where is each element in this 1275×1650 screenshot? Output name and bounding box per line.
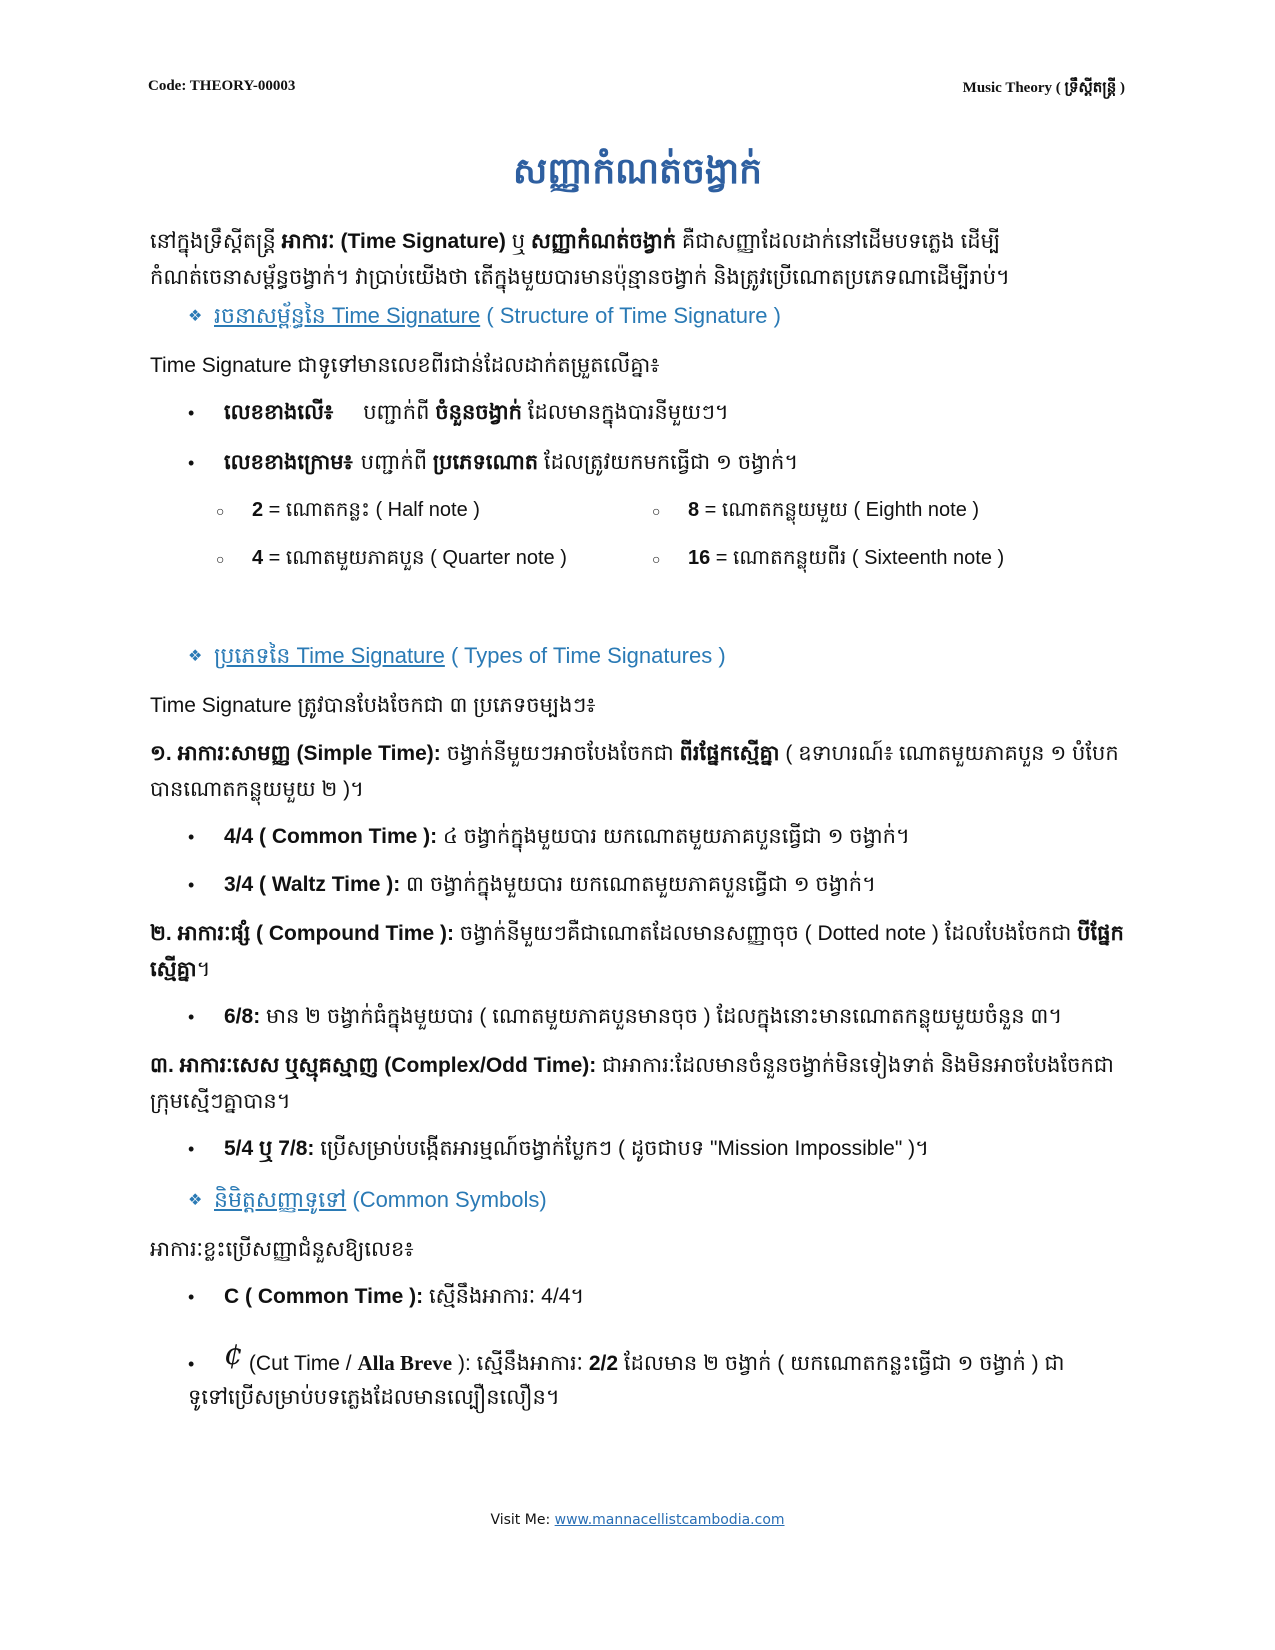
item-text: ស្មើនឹងអាការៈ — [470, 1352, 589, 1375]
bullet-icon: • — [188, 403, 195, 423]
item-label: 3/4 ( Waltz Time ): — [224, 873, 401, 896]
item-label-bold: Alla Breve — [357, 1351, 453, 1375]
note-number: 4 — [252, 547, 264, 569]
item-bold: ចំនួនចង្វាក់ — [435, 401, 522, 424]
type-bold: បីផ្នែកស្មើគ្នា — [150, 922, 1124, 981]
intro-paragraph — [150, 224, 1125, 296]
item-text: ស្មើនឹងអាការៈ 4/4។ — [423, 1285, 585, 1308]
diamond-bullet-icon: ❖ — [188, 308, 203, 325]
item-label: C ( Common Time ): — [224, 1285, 424, 1308]
note-name: = ណោតកន្លះ ( Half note ) — [263, 499, 480, 521]
type-label: ៣. អាការៈសេស ឬស្មុគស្មាញ (Complex/Odd Time): — [150, 1054, 597, 1077]
list-item — [188, 1000, 1062, 1034]
note-name: = ណោតកន្លុយពីរ ( Sixteenth note ) — [710, 547, 1005, 569]
list-item — [188, 820, 910, 854]
section-heading-structure — [188, 300, 781, 333]
item-text: បញ្ជាក់ពី — [363, 401, 436, 424]
circle-bullet-icon: ○ — [652, 551, 661, 567]
bullet-icon: • — [188, 453, 195, 473]
item-bold: 2/2 — [588, 1352, 619, 1375]
bullet-icon: • — [188, 1007, 195, 1027]
type-text: ជាអាការៈដែលមានចំនួនចង្វាក់មិនទៀងទាត់ និងមិនអាចបែងចែកជាក្រុមស្មើៗគ្នាបាន។ — [150, 1054, 1114, 1113]
item-label: (Cut Time / — [243, 1352, 358, 1375]
circle-bullet-icon: ○ — [216, 551, 225, 567]
simple-time-paragraph — [150, 736, 1125, 808]
note-number: 16 — [688, 547, 711, 569]
heading-khmer: ប្រភេទនៃ Time Signature — [214, 643, 445, 668]
note-value-item — [216, 494, 480, 527]
note-name: = ណោតមួយភាគបួន ( Quarter note ) — [263, 547, 567, 569]
note-value-item — [652, 542, 1004, 575]
section-heading-symbols — [188, 1184, 547, 1217]
compound-time-paragraph — [150, 916, 1125, 988]
section-heading-types — [188, 640, 726, 673]
bullet-icon: • — [188, 875, 195, 895]
section3-lead: អាការៈខ្លះប្រើសញ្ញាជំនួសឱ្យលេខ៖ — [150, 1238, 414, 1261]
circle-bullet-icon: ○ — [652, 503, 661, 519]
bullet-icon: • — [188, 1354, 195, 1374]
list-item — [188, 396, 729, 430]
item-bold: ប្រភេទណោត — [432, 451, 539, 474]
cut-time-symbol-icon: ¢ — [224, 1337, 244, 1372]
intro-bold-term: សញ្ញាកំណត់ចង្វាក់ — [530, 230, 677, 253]
list-item — [188, 868, 876, 902]
complex-time-paragraph — [150, 1048, 1125, 1120]
intro-text: ឬ — [505, 230, 531, 253]
item-text: ៤ ចង្វាក់ក្នុងមួយបារ យកណោតមួយភាគបួនធ្វើជា ១ ចង្វាក់។ — [437, 825, 910, 848]
item-text: ប្រើសម្រាប់បង្កើតអារម្មណ៍ចង្វាក់ប្លែកៗ ( ដូចជាបទ "Mission Impossible" )។ — [314, 1137, 929, 1160]
page-title: សញ្ញាកំណត់ចង្វាក់ — [513, 150, 762, 191]
item-text: បញ្ជាក់ពី — [360, 451, 433, 474]
type-text: ចង្វាក់នីមួយៗអាចបែងចែកជា — [440, 742, 680, 765]
circle-bullet-icon: ○ — [216, 503, 225, 519]
type-label: ២. អាការៈផ្សំ ( Compound Time ): — [150, 922, 454, 945]
item-text: ៣ ចង្វាក់ក្នុងមួយបារ យកណោតមួយភាគបួនធ្វើជា ១ ចង្វាក់។ — [400, 873, 876, 896]
note-number: 8 — [688, 499, 700, 521]
item-label: 6/8: — [224, 1005, 261, 1028]
bullet-icon: • — [188, 1287, 195, 1307]
document-subject: Music Theory ( ទ្រឹស្តីតន្ត្រី ) — [962, 80, 1125, 96]
item-label: ): — [452, 1352, 471, 1375]
heading-khmer: និមិត្តសញ្ញាទូទៅ — [214, 1187, 347, 1212]
type-text: ចង្វាក់នីមួយៗគឺជាណោតដែលមានសញ្ញាចុច ( Dotted note ) ដែលបែងចែកជា — [453, 922, 1078, 945]
footer — [0, 1512, 1275, 1528]
item-label: 5/4 ឬ 7/8: — [224, 1137, 315, 1160]
website-link[interactable]: www.mannacellistcambodia.com — [554, 1512, 785, 1528]
note-value-item — [652, 494, 979, 527]
type-text: ( ឧទាហរណ៍៖ ណោតមួយភាគបួន ១ បំបែកបានណោតកន្លុយមួយ ២ )។ — [150, 742, 1119, 801]
item-text: ដែលមានក្នុងបារនីមួយៗ។ — [521, 401, 729, 424]
list-item — [188, 1280, 584, 1314]
type-text: ។ — [196, 958, 211, 981]
diamond-bullet-icon: ❖ — [188, 1192, 203, 1209]
heading-english: ( Structure of Time Signature ) — [480, 303, 781, 328]
note-value-item — [216, 542, 567, 575]
heading-english: (Common Symbols) — [346, 1187, 547, 1212]
item-label: 4/4 ( Common Time ): — [224, 825, 438, 848]
section1-lead: Time Signature ជាទូទៅមានលេខពីរជាន់ដែលដាក់តម្រួតលើគ្នា៖ — [150, 354, 660, 377]
section2-lead: Time Signature ត្រូវបានបែងចែកជា ៣ ប្រភេទចម្បងៗ៖ — [150, 694, 596, 717]
footer-label: Visit Me: — [490, 1512, 555, 1528]
bullet-icon: • — [188, 827, 195, 847]
heading-english: ( Types of Time Signatures ) — [444, 643, 726, 668]
item-text: ដែលមាន ២ ចង្វាក់ ( យកណោតកន្លះធ្វើជា ១ ចង្វាក់ ) ជាទូទៅប្រើសម្រាប់បទភ្លេងដែលមានល្បឿនលឿន។ — [188, 1352, 1065, 1409]
intro-text: នៅក្នុងទ្រឹស្តីតន្ត្រី — [150, 230, 282, 253]
item-label: លេខខាងលើ៖ — [224, 401, 334, 424]
note-name: = ណោតកន្លុយមួយ ( Eighth note ) — [699, 499, 980, 521]
bullet-icon: • — [188, 1139, 195, 1159]
type-label: ១. អាការៈសាមញ្ញ (Simple Time): — [150, 742, 441, 765]
item-label: លេខខាងក្រោម៖ — [224, 451, 353, 474]
heading-khmer: រចនាសម្ព័ន្ធនៃ Time Signature — [214, 303, 481, 328]
type-bold: ពីរផ្នែកស្មើគ្នា — [679, 742, 780, 765]
document-code: Code: THEORY-00003 — [148, 78, 296, 94]
list-item — [188, 1132, 929, 1166]
note-number: 2 — [252, 499, 264, 521]
intro-bold-term: អាការៈ (Time Signature) — [281, 230, 506, 253]
intro-text: គឺជាសញ្ញាដែលដាក់នៅដើមបទភ្លេង ដើម្បីកំណត់ចេនាសម្ព័ន្ធចង្វាក់។ វាប្រាប់យើងថា តើក្នុងមួយបារមានប៉ុន្មានចង្វាក់ និងត្រូវប្រើណោតប្រភេទណាដើម្បីរាប់។ — [150, 230, 1010, 289]
item-text: ដែលត្រូវយកមកធ្វើជា ១ ចង្វាក់។ — [538, 451, 799, 474]
list-item — [188, 446, 798, 480]
item-text: មាន ២ ចង្វាក់ធំក្នុងមួយបារ ( ណោតមួយភាគបួនមានចុច ) ដែលក្នុងនោះមានណោតកន្លុយមួយចំនួន ៣។ — [260, 1005, 1063, 1028]
list-item — [188, 1338, 1078, 1415]
diamond-bullet-icon: ❖ — [188, 648, 203, 665]
